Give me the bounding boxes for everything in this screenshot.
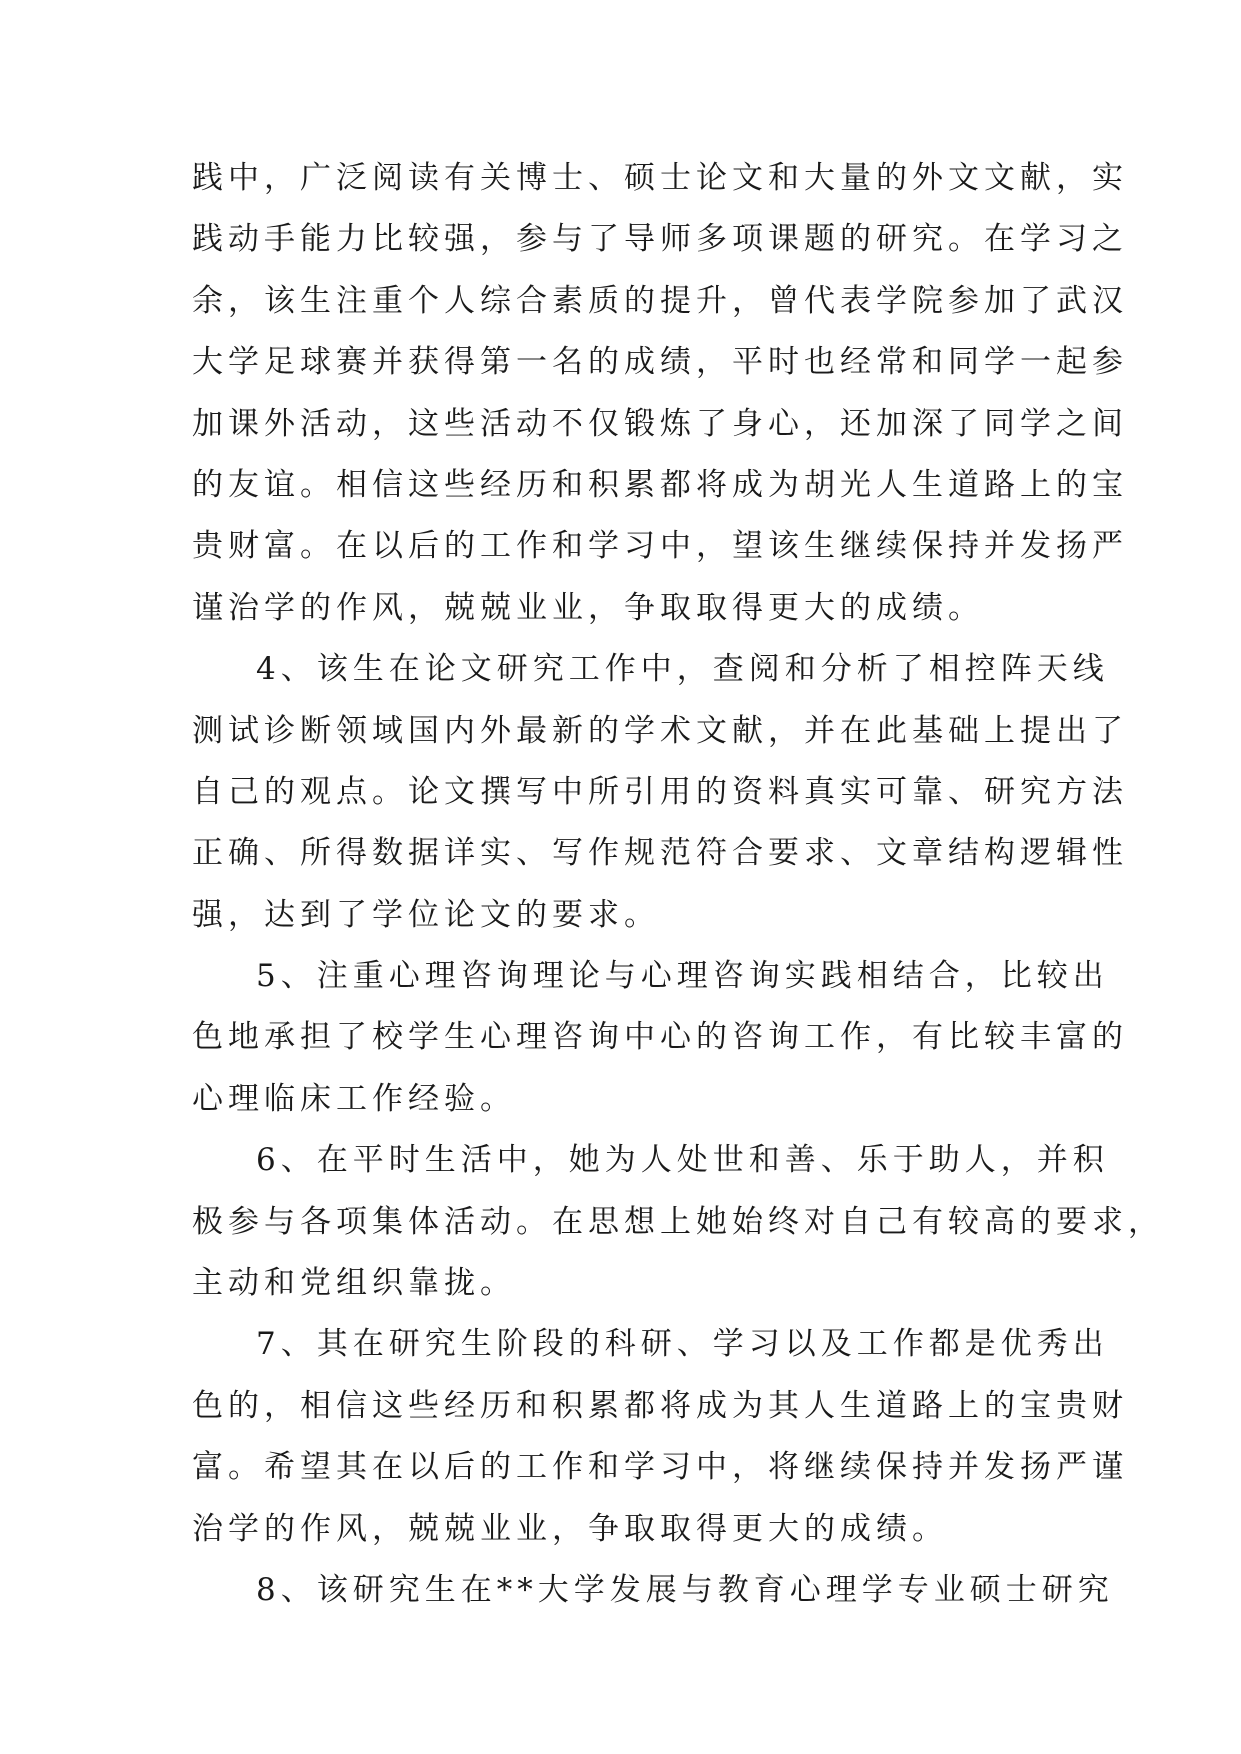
text-line: 6、在平时生活中，她为人处世和善、乐于助人，并积: [256, 1142, 1109, 1179]
text-line: 践动手能力比较强，参与了导师多项课题的研究。在学习之: [192, 221, 1128, 258]
text-line: 余，该生注重个人综合素质的提升，曾代表学院参加了武汉: [192, 282, 1128, 319]
text-line: 主动和党组织靠拢。: [192, 1265, 516, 1302]
paragraph-item-6: [192, 1130, 1164, 1314]
text-line: 谨治学的作风，兢兢业业，争取取得更大的成绩。: [192, 589, 984, 626]
text-line: 极参与各项集体活动。在思想上她始终对自己有较高的要求，: [192, 1203, 1164, 1240]
text-line: 7、其在研究生阶段的科研、学习以及工作都是优秀出: [256, 1326, 1109, 1363]
text-line: 心理临床工作经验。: [192, 1080, 516, 1117]
text-line: 4、该生在论文研究工作中，查阅和分析了相控阵天线: [256, 651, 1109, 688]
text-line: 色的，相信这些经历和积累都将成为其人生道路上的宝贵财: [192, 1387, 1128, 1424]
paragraph-item-5: [192, 946, 1128, 1130]
text-line: 践中，广泛阅读有关博士、硕士论文和大量的外文文献，实: [192, 160, 1128, 196]
text-line: 强，达到了学位论文的要求。: [192, 896, 660, 933]
text-line: 贵财富。在以后的工作和学习中，望该生继续保持并发扬严: [192, 528, 1128, 565]
text-line: 加课外活动，这些活动不仅锻炼了身心，还加深了同学之间: [192, 405, 1128, 442]
text-line: 富。希望其在以后的工作和学习中，将继续保持并发扬严谨: [192, 1449, 1128, 1486]
document-body: [192, 148, 1164, 1621]
text-line: 色地承担了校学生心理咨询中心的咨询工作，有比较丰富的: [192, 1019, 1128, 1056]
paragraph-item-7: [192, 1314, 1128, 1560]
text-line: 的友谊。相信这些经历和积累都将成为胡光人生道路上的宝: [192, 466, 1128, 503]
text-line: 大学足球赛并获得第一名的成绩，平时也经常和同学一起参: [192, 344, 1128, 381]
text-line: 8、该研究生在**大学发展与教育心理学专业硕士研究: [256, 1571, 1114, 1608]
text-line: 5、注重心理咨询理论与心理咨询实践相结合，比较出: [256, 958, 1109, 995]
paragraph-item-4: [192, 639, 1128, 946]
paragraph-continued: [192, 148, 1128, 639]
text-line: 正确、所得数据详实、写作规范符合要求、文章结构逻辑性: [192, 835, 1128, 872]
text-line: 自己的观点。论文撰写中所引用的资料真实可靠、研究方法: [192, 773, 1128, 810]
text-line: 治学的作风，兢兢业业，争取取得更大的成绩。: [192, 1510, 948, 1547]
paragraph-item-8: [192, 1560, 1114, 1621]
text-line: 测试诊断领域国内外最新的学术文献，并在此基础上提出了: [192, 712, 1128, 749]
